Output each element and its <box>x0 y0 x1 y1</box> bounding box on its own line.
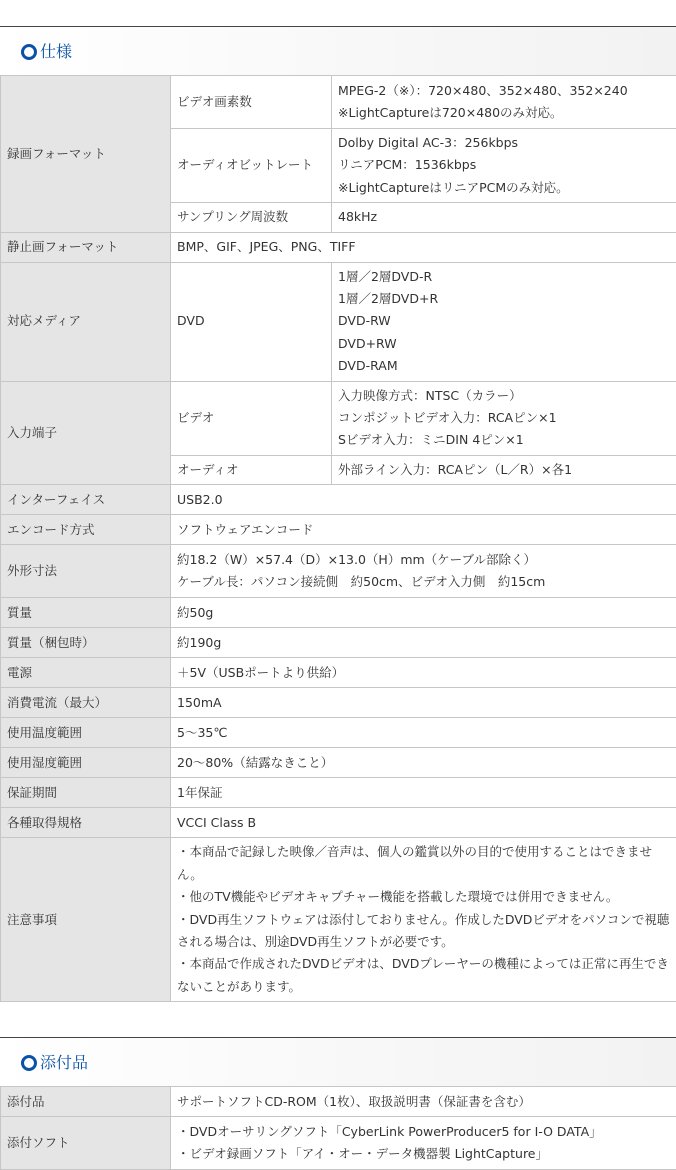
value-cell <box>171 485 676 515</box>
value-line: USB2.0 <box>177 491 223 507</box>
row-label: 対応メディア <box>1 262 171 381</box>
table-row <box>1 838 676 1002</box>
value-line: 20～80%（結露なきこと） <box>177 754 334 770</box>
table-row <box>1 1117 676 1170</box>
row-label: インターフェイス <box>1 485 171 515</box>
value-cell <box>332 455 676 484</box>
table-row <box>1 718 676 748</box>
value-line: DVD-RAM <box>338 358 398 374</box>
value-line: ・他のTV機能やビデオキャプチャー機能を搭載した環境では併用できません。 <box>177 889 619 905</box>
row-label: 保証期間 <box>1 778 171 808</box>
value-line: Dolby Digital AC-3：256kbps <box>338 135 519 150</box>
value-cell <box>171 778 676 808</box>
value-line: 1層／2層DVD+R <box>338 291 439 307</box>
value-line: MPEG-2（※）：720×480、352×480、352×240 <box>338 82 628 98</box>
value-cell <box>171 688 676 718</box>
table-row <box>1 381 676 455</box>
row-label: 消費電流（最大） <box>1 688 171 718</box>
row-label: 注意事項 <box>1 838 171 1002</box>
table-row <box>1 485 676 515</box>
sub-label: オーディオビットレート <box>171 129 332 203</box>
table-row <box>1 262 676 381</box>
value-line: ＋5V（USBポートより供給） <box>177 664 345 680</box>
accessory-section-title: 添付品 <box>40 1053 89 1073</box>
spec-section-header <box>0 26 676 75</box>
sub-label: ビデオ <box>171 381 332 455</box>
value-line: 約190g <box>177 634 222 650</box>
spec-section-title: 仕様 <box>40 42 73 61</box>
table-row <box>1 808 676 838</box>
value-line: ・DVDオーサリングソフト「CyberLink PowerProducer5 for I-O DATA」 <box>177 1123 602 1139</box>
value-line: 1年保証 <box>177 784 223 800</box>
value-cell <box>171 628 676 658</box>
value-cell <box>171 748 676 778</box>
value-cell <box>171 1087 676 1117</box>
row-label: 添付ソフト <box>1 1117 171 1170</box>
value-line: ・DVD再生ソフトウェアは添付しておりません。作成したDVDビデオをパソコンで視聴される場合は、別途DVD再生ソフトが必要です。 <box>177 911 670 949</box>
value-line: 入力映像方式：NTSC（カラー） <box>338 387 522 403</box>
value-cell <box>332 381 676 455</box>
value-cell <box>171 598 676 628</box>
table-row <box>1 628 676 658</box>
value-cell <box>171 838 676 1002</box>
table-row <box>1 688 676 718</box>
sub-label: オーディオ <box>171 455 332 484</box>
value-cell <box>332 262 676 381</box>
value-cell <box>332 203 676 232</box>
row-label: 使用湿度範囲 <box>1 748 171 778</box>
value-line: 48kHz <box>338 209 378 225</box>
row-label: 質量 <box>1 598 171 628</box>
table-row <box>1 598 676 628</box>
table-row <box>1 778 676 808</box>
row-label: 電源 <box>1 658 171 688</box>
value-line: ・ビデオ録画ソフト「アイ・オー・データ機器製 LightCapture」 <box>177 1146 548 1162</box>
table-row <box>1 1087 676 1117</box>
value-cell <box>171 1117 676 1170</box>
value-line: ※LightCaptureはリニアPCMのみ対応。 <box>338 179 569 195</box>
table-row <box>1 76 676 129</box>
value-cell: BMP、GIF、JPEG、PNG、TIFF <box>171 232 676 262</box>
value-line: ・本商品で作成されたDVDビデオは、DVDプレーヤーの機種によっては正常に再生できないことがあります。 <box>177 956 669 994</box>
row-label: 外形寸法 <box>1 545 171 598</box>
sub-label: サンプリング周波数 <box>171 203 332 232</box>
value-cell <box>171 808 676 838</box>
value-line: 150mA <box>177 694 222 710</box>
value-line: 外部ライン入力：RCAピン（L／R）×各1 <box>338 461 573 477</box>
value-line: 約50g <box>177 604 214 620</box>
row-label: 添付品 <box>1 1087 171 1117</box>
sub-label: DVD <box>171 262 332 381</box>
table-row <box>1 748 676 778</box>
row-label: 各種取得規格 <box>1 808 171 838</box>
value-cell <box>171 658 676 688</box>
circle-bullet-icon <box>21 44 37 60</box>
spec-table <box>0 75 676 1002</box>
value-line: 5～35℃ <box>177 724 228 740</box>
row-label: エンコード方式 <box>1 515 171 545</box>
value-cell <box>332 76 676 129</box>
row-label: 使用温度範囲 <box>1 718 171 748</box>
value-cell <box>171 515 676 545</box>
value-line: DVD-RW <box>338 313 391 329</box>
row-label: 録画フォーマット <box>1 76 171 233</box>
accessory-section-header <box>0 1037 676 1086</box>
value-line: ソフトウェアエンコード <box>177 521 314 537</box>
row-label: 入力端子 <box>1 381 171 485</box>
value-line: ケーブル長：パソコン接続側 約50cm、ビデオ入力側 約15cm <box>177 574 546 590</box>
value-line: VCCI Class B <box>177 814 257 830</box>
table-row <box>1 658 676 688</box>
value-line: ・本商品で記録した映像／音声は、個人の鑑賞以外の目的で使用することはできません。 <box>177 844 653 882</box>
value-line: Sビデオ入力：ミニDIN 4ピン×1 <box>338 432 524 448</box>
row-label: 静止画フォーマット <box>1 232 171 262</box>
value-line: 1層／2層DVD-R <box>338 268 433 284</box>
sub-label: ビデオ画素数 <box>171 76 332 129</box>
value-cell <box>171 718 676 748</box>
value-line: 約18.2（W）×57.4（D）×13.0（H）mm（ケーブル部除く） <box>177 551 537 567</box>
value-line: コンポジットビデオ入力：RCAピン×1 <box>338 410 557 426</box>
table-row <box>1 515 676 545</box>
circle-bullet-icon <box>21 1055 37 1071</box>
table-row <box>1 545 676 598</box>
value-cell <box>332 129 676 203</box>
table-row <box>1 232 676 262</box>
value-cell <box>171 545 676 598</box>
row-label: 質量（梱包時） <box>1 628 171 658</box>
value-line: リニアPCM：1536kbps <box>338 157 477 173</box>
value-line: サポートソフトCD-ROM（1枚）、取扱説明書（保証書を含む） <box>177 1093 531 1109</box>
value-line: ※LightCaptureは720×480のみ対応。 <box>338 105 563 120</box>
value-line: DVD+RW <box>338 335 397 351</box>
accessory-table <box>0 1086 676 1170</box>
